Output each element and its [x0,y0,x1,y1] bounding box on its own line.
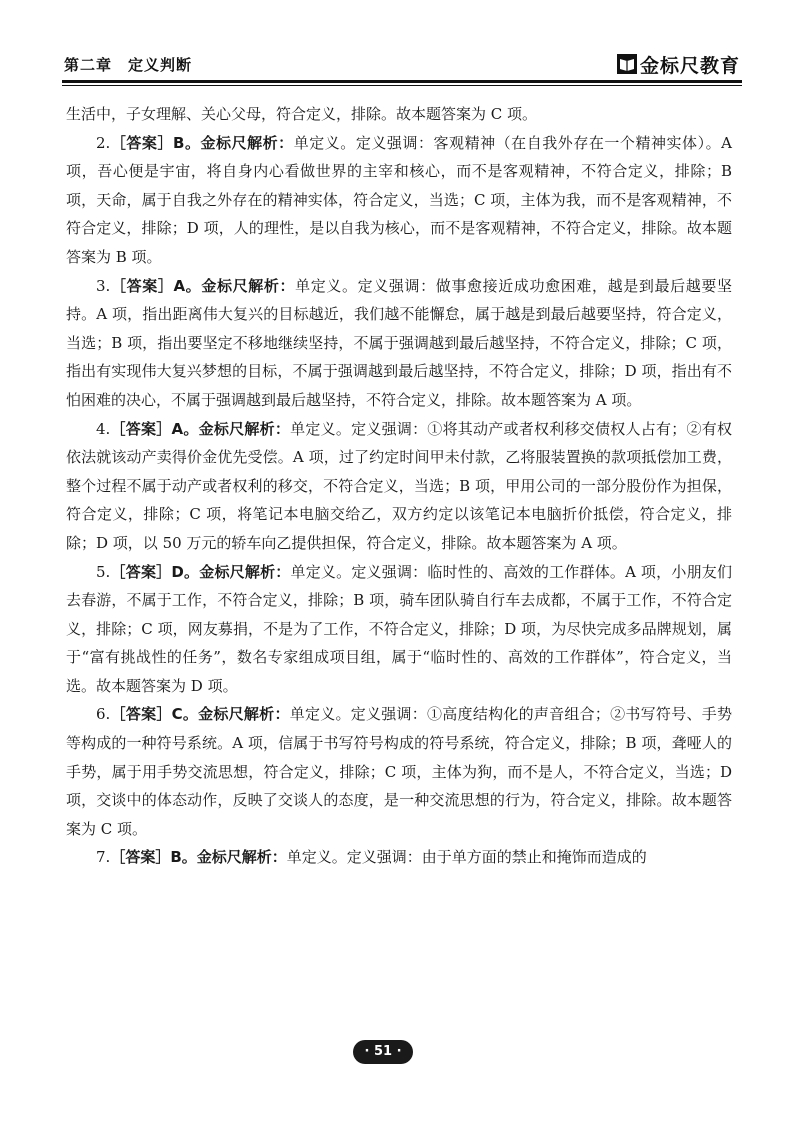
brand-name: 金标尺教育 [639,54,740,77]
explanation-item-6 [66,700,732,843]
analysis-text: 单定义。定义强调：临时性的、高效的工作群体。A 项，小朋友们去春游，不属于工作，不符合定义，排除；B 项，骑车团队骑自行车去成都，不属于工作，不符合定义，排除；C 项，网友募捐，不是为了工作，不符合定义，排除；D 项，为尽快完成多品牌规划，属于“富有挑战性的任务”，数名专家组成项目组，属于“临时性的、高效的工作群体”，符合定义，当选。故本题答案为 D 项。 [66,562,732,695]
brand-logo [617,52,740,76]
book-icon [617,54,637,74]
header-rule-thin [62,85,742,86]
item-number: 7. [96,848,111,867]
analysis-label: 金标尺解析： [201,276,296,295]
answer-label: ［答案］D。 [110,562,200,581]
explanation-item-7 [66,843,732,872]
chapter-title: 第二章 定义判断 [64,56,193,74]
item-number: 6. [96,705,111,724]
analysis-text: 单定义。定义强调：客观精神（在自我外存在一个精神实体）。A 项，吾心便是宇宙，将自身内心看做世界的主宰和核心，而不是客观精神，不符合定义，排除；B 项，天命，属于自我之外存在的精神实体，符合定义，当选；C 项，主体为我，而不是客观精神，不符合定义，排除；D 项，人的理性，是以自我为核心，而不是客观精神，不符合定义，排除。故本题答案为 B 项。 [66,133,732,266]
answer-label: ［答案］B。 [110,133,201,152]
analysis-label: 金标尺解析： [198,705,290,724]
analysis-label: 金标尺解析： [199,562,291,581]
explanation-item-2 [66,129,732,272]
explanation-item-4 [66,415,732,558]
analysis-text: 单定义。定义强调：由于单方面的禁止和掩饰而造成的 [286,848,647,867]
answer-label: ［答案］A。 [110,419,199,438]
page-number: · 51 · [353,1040,413,1064]
answer-explanations [66,100,732,872]
answer-label: ［答案］B。 [110,848,197,867]
analysis-text: 单定义。定义强调：①高度结构化的声音组合；②书写符号、手势等构成的一种符号系统。A 项，信属于书写符号构成的符号系统，符合定义，排除；B 项，聋哑人的手势，属于用手势交流思想，符合定义，排除；C 项，主体为狗，而不是人，不符合定义，当选；D 项，交谈中的体态动作，反映了交谈人的态度，是一种交流思想的行为，符合定义，排除。故本题答案为 C 项。 [66,705,732,838]
analysis-label: 金标尺解析： [200,133,294,152]
page-header [64,52,740,78]
explanation-item-3 [66,272,732,415]
item-number: 4. [96,419,111,438]
analysis-text: 单定义。定义强调：①将其动产或者权利移交债权人占有；②有权依法就该动产卖得价金优先受偿。A 项，过了约定时间甲未付款，乙将服装置换的款项抵偿加工费，整个过程不属于动产或者权利的移交，不符合定义，当选；B 项，甲用公司的一部分股份作为担保，符合定义，排除；C 项，将笔记本电脑交给乙，双方约定以该笔记本电脑折价抵偿，符合定义，排除；D 项，以 50 万元的轿车向乙提供担保，符合定义，排除。故本题答案为 A 项。 [66,419,732,552]
answer-label: ［答案］A。 [110,276,202,295]
header-rule-thick [62,80,742,83]
explanation-item-5 [66,558,732,701]
paragraph-continued: 生活中，子女理解、关心父母，符合定义，排除。故本题答案为 C 项。 [66,105,538,123]
item-number: 2. [96,133,111,152]
item-number: 5. [96,562,111,581]
analysis-label: 金标尺解析： [198,419,291,438]
item-number: 3. [96,276,111,295]
analysis-text: 单定义。定义强调：做事愈接近成功愈困难，越是到最后越要坚持。A 项，指出距离伟大复兴的目标越近，我们越不能懈怠，属于越是到最后越要坚持，符合定义，当选；B 项，指出要坚定不移地继续坚持，不属于强调越到最后越坚持，不符合定义，排除；C 项，指出有实现伟大复兴梦想的目标，不属于强调越到最后越坚持，不符合定义，排除；D 项，指出有不怕困难的决心，不属于强调越到最后越坚持，不符合定义，排除。故本题答案为 A 项。 [66,276,732,409]
analysis-label: 金标尺解析： [196,848,287,867]
answer-label: ［答案］C。 [110,705,199,724]
